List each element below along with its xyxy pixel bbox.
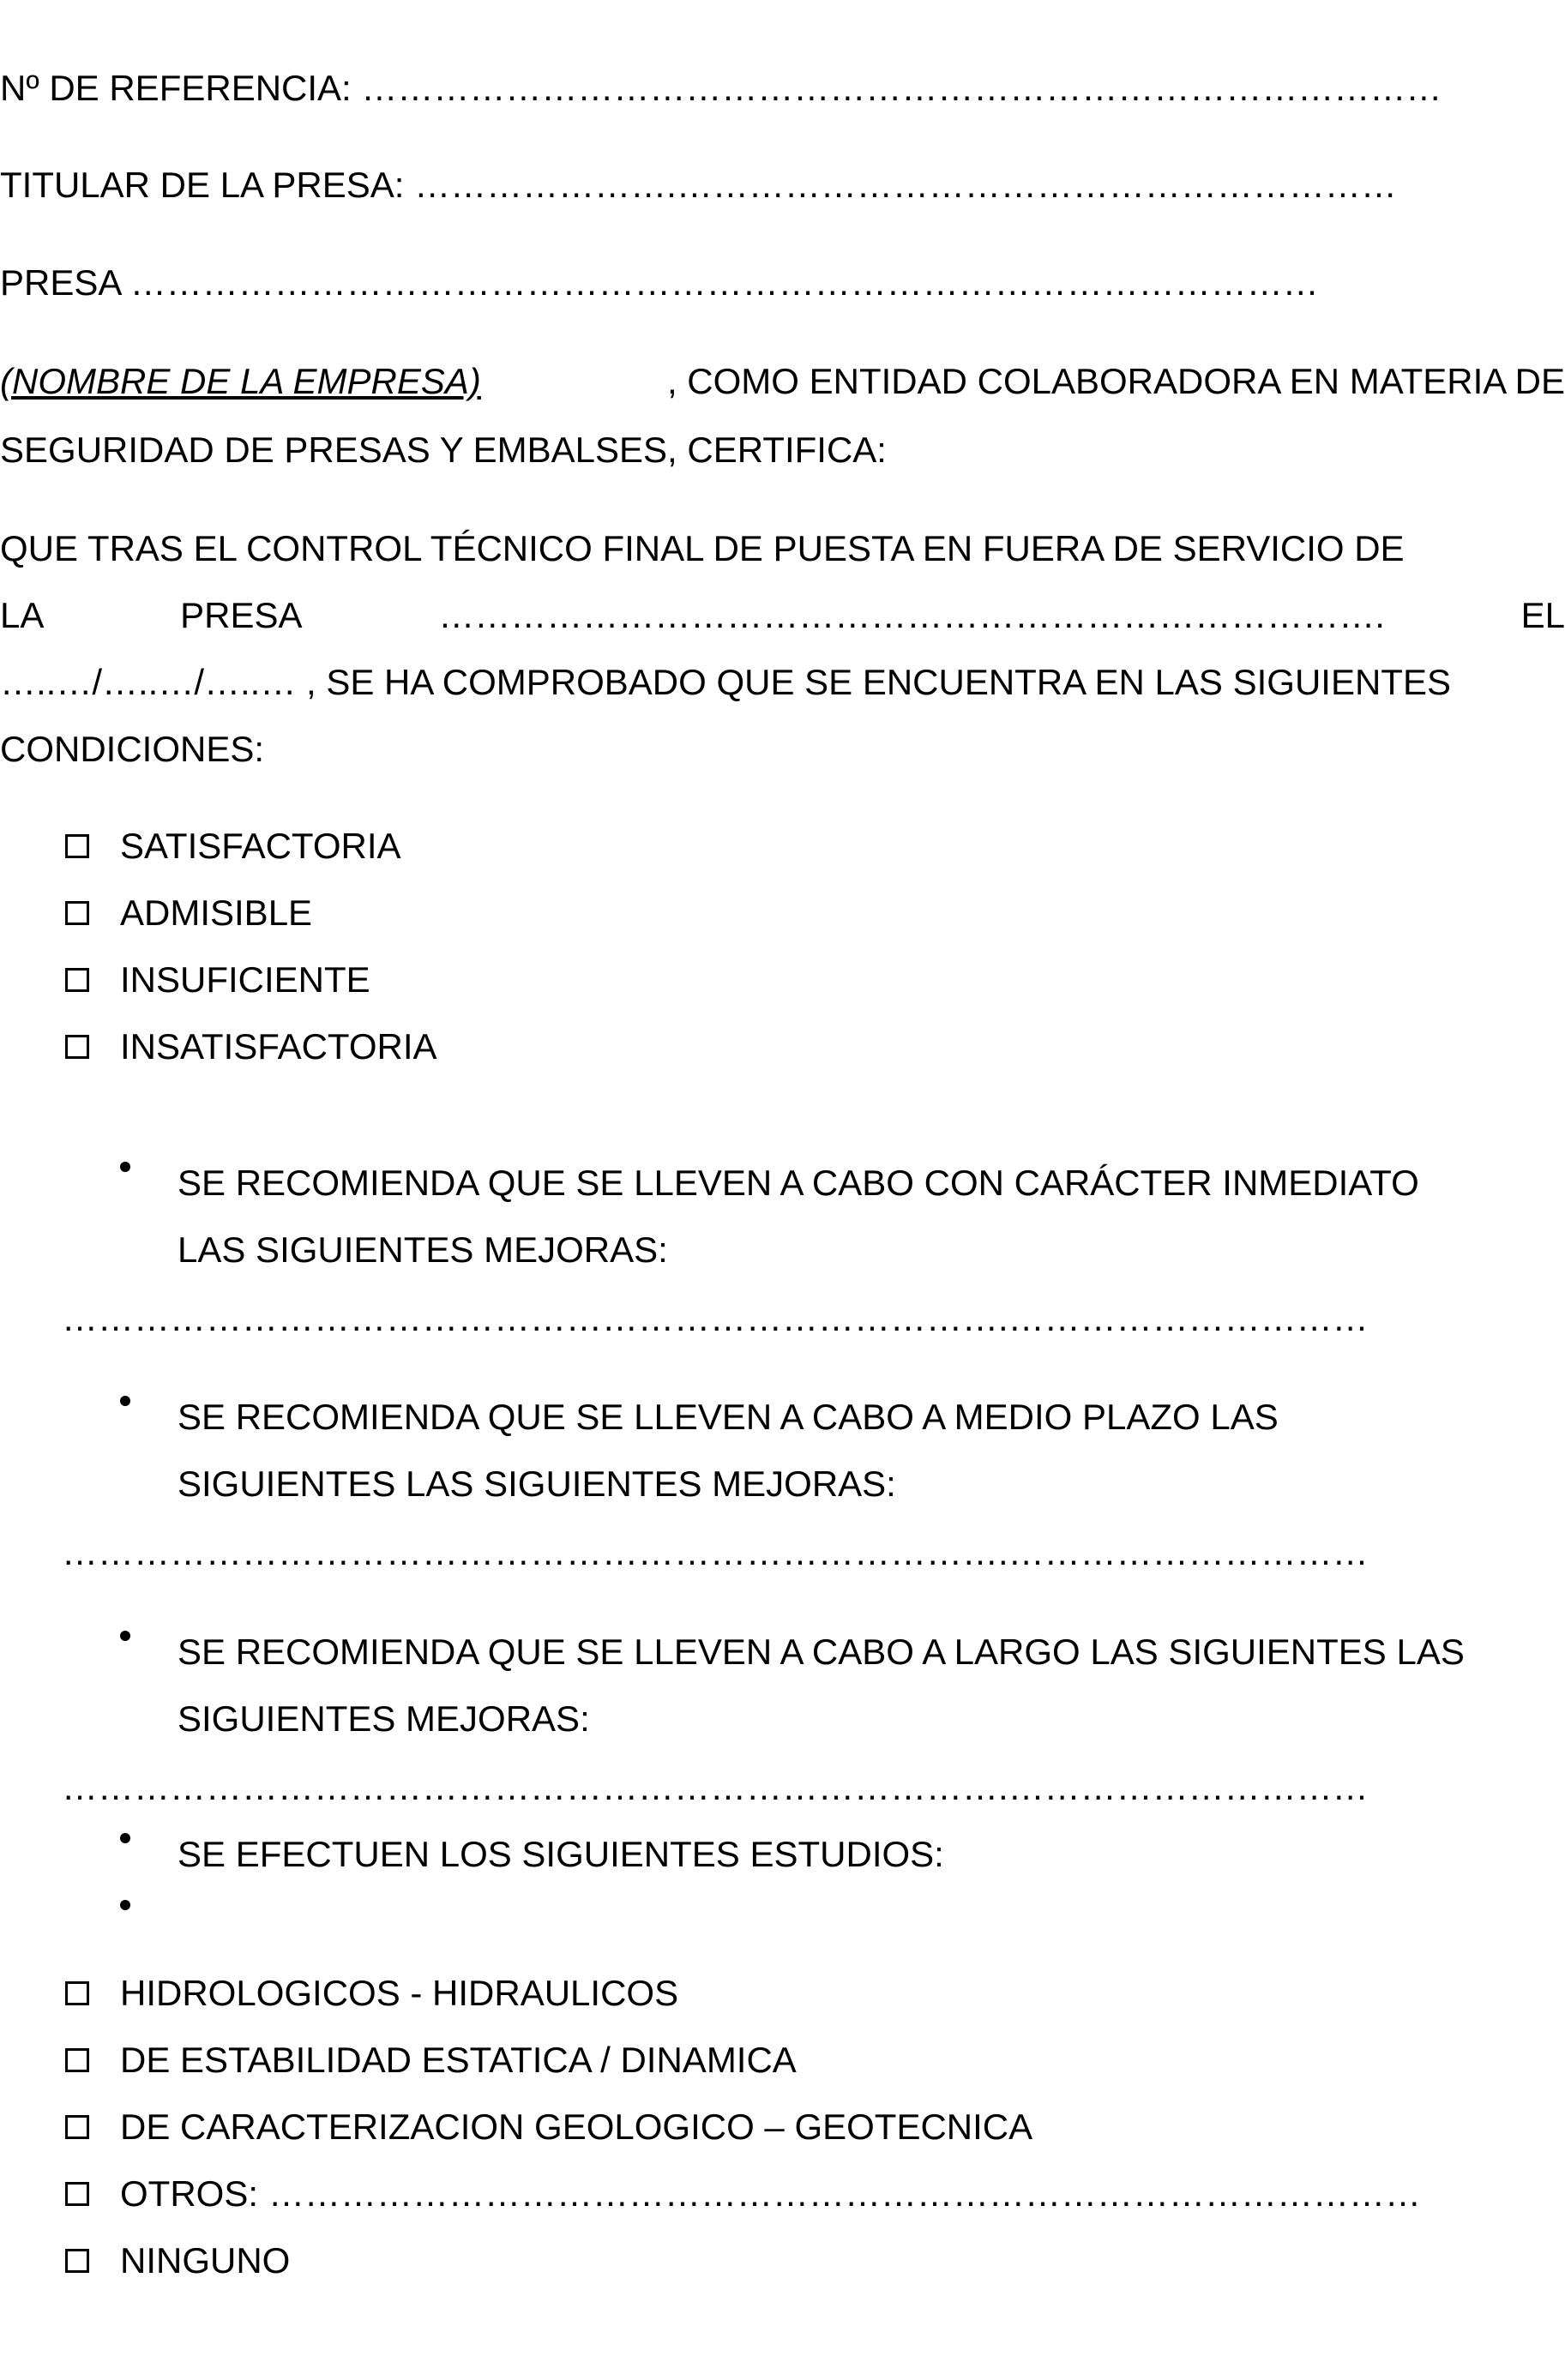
recommendation-long-text: SE RECOMIENDA QUE SE LLEVEN A CABO A LARGO LAS SIGUIENTES LAS — [178, 1632, 1465, 1672]
bullet-icon — [120, 1396, 130, 1406]
study-item-none[interactable] — [65, 2239, 290, 2282]
immediate-improvements-field[interactable]: …………………………………………………………………….………………………… — [62, 1298, 1369, 1338]
recommendation-immediate-line-1 — [178, 1162, 1565, 1205]
certification-line-2: SEGURIDAD DE PRESAS Y EMBALSES, CERTIFICA: — [0, 430, 887, 470]
control-line-3: …..…/…..…/…..… , SE HA COMPROBADO QUE SE ENCUENTRA EN LAS SIGUIENTES — [0, 662, 1451, 702]
checkbox-icon[interactable] — [65, 2048, 89, 2072]
condition-item[interactable] — [65, 825, 401, 868]
study-item-others[interactable] — [65, 2173, 1421, 2215]
condition-label: INSUFICIENTE — [120, 959, 370, 1000]
recommendation-long-line-2: SIGUIENTES MEJORAS: — [178, 1698, 590, 1739]
others-field[interactable]: …………………………………………………………………………………… — [268, 2173, 1422, 2214]
control-word-presa: PRESA — [180, 595, 303, 635]
checkbox-icon[interactable] — [65, 2249, 89, 2273]
long-improvements-field[interactable]: …………………………………………………………………….………………………… — [62, 1767, 1369, 1807]
checkbox-icon[interactable] — [65, 1035, 89, 1059]
recommendation-long-line-1 — [178, 1631, 1565, 1674]
dam-label: PRESA — [0, 262, 121, 303]
studies-heading: SE EFECTUEN LOS SIGUIENTES ESTUDIOS: — [178, 1834, 944, 1874]
condition-item[interactable] — [65, 892, 312, 935]
checkbox-icon[interactable] — [65, 2115, 89, 2139]
study-item[interactable] — [65, 1972, 678, 2015]
checkbox-icon[interactable] — [65, 901, 89, 925]
condition-item[interactable] — [65, 1025, 437, 1068]
condition-item[interactable] — [65, 959, 370, 1001]
condition-label: ADMISIBLE — [120, 892, 313, 933]
study-label: DE CARACTERIZACION GEOLOGICO – GEOTECNICA — [120, 2107, 1033, 2147]
owner-field[interactable]: ………………….…………………………………………………… — [414, 165, 1397, 205]
bullet-icon — [120, 1833, 130, 1843]
certification-text: , COMO ENTIDAD COLABORADORA EN MATERIA DE — [666, 361, 1565, 401]
bullet-empty — [120, 1900, 177, 1910]
bullet-immediate — [120, 1162, 177, 1172]
reference-field[interactable]: ……………………………………………………………………………… — [361, 68, 1442, 108]
recommendation-medium-text: SE RECOMIENDA QUE SE LLEVEN A CABO A MEDIO PLAZO LAS — [178, 1397, 1279, 1437]
owner-label: TITULAR DE LA PRESA: — [0, 165, 405, 205]
bullet-studies — [120, 1833, 177, 1843]
control-line-4: CONDICIONES: — [0, 729, 265, 769]
control-word-la: LA — [0, 595, 45, 635]
company-name-placeholder: (NOMBRE DE LA EMPRESA) — [0, 361, 481, 401]
control-line-1: QUE TRAS EL CONTROL TÉCNICO FINAL DE PUESTA EN FUERA DE SERVICIO DE — [0, 528, 1405, 568]
condition-label: SATISFACTORIA — [120, 826, 401, 866]
study-item[interactable] — [65, 2039, 797, 2082]
bullet-long — [120, 1631, 177, 1641]
checkbox-icon[interactable] — [65, 2182, 89, 2206]
medium-improvements-field[interactable]: …………………………………………………………………….………………………… — [62, 1532, 1369, 1572]
dam-line — [0, 261, 1319, 304]
dam-field[interactable]: ……………………………………………………………………………………… — [129, 262, 1319, 303]
reference-label: Nº DE REFERENCIA: — [0, 68, 352, 108]
bullet-icon — [120, 1900, 130, 1910]
recommendation-immediate-text: SE RECOMIENDA QUE SE LLEVEN A CABO CON CARÁCTER INMEDIATO — [178, 1163, 1419, 1203]
study-label: HIDROLOGICOS - HIDRAULICOS — [120, 1973, 679, 2013]
control-line-2 — [0, 594, 1565, 637]
recommendation-immediate-line-2: LAS SIGUIENTES MEJORAS: — [178, 1229, 668, 1270]
control-word-el: EL — [1520, 595, 1565, 635]
checkbox-icon[interactable] — [65, 968, 89, 992]
bullet-medium — [120, 1396, 177, 1406]
reference-line — [0, 67, 1442, 110]
condition-label: INSATISFACTORIA — [120, 1026, 437, 1067]
others-label: OTROS: — [120, 2173, 259, 2214]
recommendation-medium-line-2: SIGUIENTES LAS SIGUIENTES MEJORAS: — [178, 1463, 896, 1504]
owner-line — [0, 164, 1397, 207]
checkbox-icon[interactable] — [65, 1981, 89, 2005]
checkbox-icon[interactable] — [65, 834, 89, 858]
study-label: DE ESTABILIDAD ESTATICA / DINAMICA — [120, 2040, 797, 2080]
none-label: NINGUNO — [120, 2240, 291, 2281]
bullet-icon — [120, 1631, 130, 1641]
bullet-icon — [120, 1162, 130, 1172]
dam-name-field[interactable]: ……………………………………………………………………. — [438, 595, 1385, 635]
recommendation-medium-line-1 — [178, 1396, 1565, 1439]
study-item[interactable] — [65, 2106, 1032, 2149]
certification-line-1 — [0, 360, 1565, 403]
